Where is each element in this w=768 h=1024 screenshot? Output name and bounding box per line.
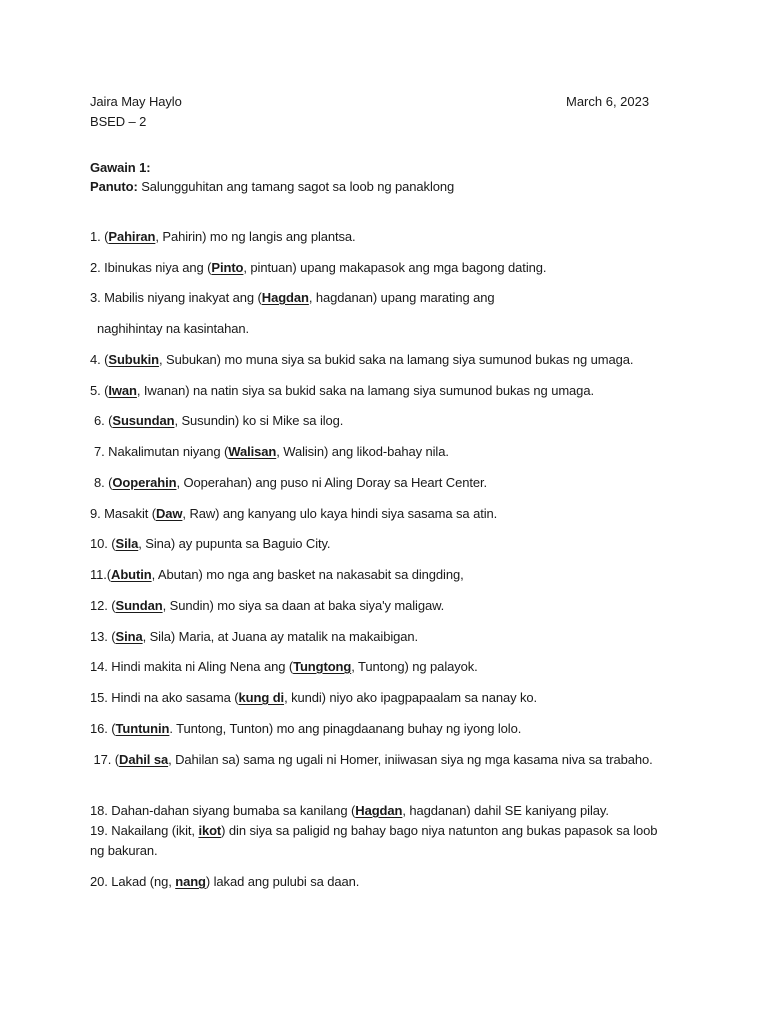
- answer: Iwan: [108, 383, 137, 398]
- list-item: [90, 750, 670, 770]
- list-item: [90, 721, 521, 737]
- activity-title: Gawain 1:: [90, 160, 151, 175]
- item-text: , Sina) ay pupunta sa Baguio City.: [138, 536, 331, 551]
- answer: Tuntunin: [115, 721, 170, 736]
- item-text: , Tuntong) ng palayok.: [351, 659, 478, 674]
- answer: Abutin: [111, 567, 152, 582]
- item-text: , Walisin) ang likod-bahay nila.: [276, 444, 449, 459]
- answer: Sundan: [115, 598, 163, 613]
- answer: Ooperahin: [112, 475, 177, 490]
- answer: Dahil sa: [119, 752, 169, 767]
- list-item: [90, 260, 546, 276]
- item-text: 12. (: [90, 598, 116, 613]
- answer: Hagdan: [355, 803, 403, 818]
- answer: Sina: [115, 629, 143, 644]
- answer: Hagdan: [261, 290, 309, 305]
- item-text: 18. Dahan-dahan siyang bumaba sa kanilang (: [90, 803, 356, 818]
- item-text: 14. Hindi makita ni Aling Nena ang (: [90, 659, 294, 674]
- item-text: , Ooperahan) ang puso ni Aling Doray sa Heart Center.: [176, 475, 487, 490]
- item-text: 6. (: [94, 413, 113, 428]
- answer: Sila: [115, 536, 139, 551]
- item-text: 1. (: [90, 229, 109, 244]
- item-text: , Susundin) ko si Mike sa ilog.: [174, 413, 344, 428]
- item-text: 16. (: [90, 721, 116, 736]
- item-text: 2. Ibinukas niya ang (: [90, 260, 212, 275]
- list-item: [90, 383, 594, 399]
- item-text: 7. Nakalimutan niyang (: [94, 444, 229, 459]
- list-item: [90, 598, 444, 614]
- item-text: 10. (: [90, 536, 116, 551]
- item-text: ) din siya sa paligid ng bahay bago niya natunton ang bukas papasok sa loob ng bakuran.: [90, 823, 658, 858]
- item-text: , Sila) Maria, at Juana ay matalik na makaibigan.: [142, 629, 419, 644]
- instruction-label: Panuto:: [90, 179, 138, 194]
- list-item: [90, 290, 495, 306]
- item-text: 9. Masakit (: [90, 506, 156, 521]
- item-text: , Iwanan) na natin siya sa bukid saka na lamang siya sumunod bukas ng umaga.: [136, 383, 594, 398]
- list-item: [90, 536, 330, 552]
- item-text: 20. Lakad (ng,: [90, 874, 176, 889]
- answer: Daw: [155, 506, 183, 521]
- answer: Pahiran: [108, 229, 156, 244]
- item-text: 13. (: [90, 629, 116, 644]
- instruction-text: Salungguhitan ang tamang sagot sa loob ng panaklong: [137, 179, 455, 194]
- item-text: . Tuntong, Tunton) mo ang pinagdaanang buhay ng iyong lolo.: [169, 721, 522, 736]
- student-section: BSED – 2: [90, 114, 147, 129]
- item-text: 4. (: [90, 352, 109, 367]
- item-text: , hagdanan) dahil SE kaniyang pilay.: [402, 803, 609, 818]
- document-date: March 6, 2023: [566, 94, 650, 109]
- instruction: [90, 179, 454, 195]
- item-text: 8. (: [94, 475, 113, 490]
- answer: Walisan: [228, 444, 277, 459]
- list-item: [90, 874, 359, 890]
- answer: Pinto: [211, 260, 244, 275]
- answer: nang: [175, 874, 206, 889]
- list-item: [90, 567, 464, 583]
- student-name: Jaira May Haylo: [90, 94, 182, 109]
- answer: kung di: [238, 690, 285, 705]
- list-item: [94, 413, 343, 429]
- list-item: [90, 229, 356, 245]
- list-item: [90, 821, 670, 861]
- list-item-continuation: naghihintay na kasintahan.: [97, 321, 250, 336]
- list-item: [94, 475, 487, 491]
- item-text: 5. (: [90, 383, 109, 398]
- item-text: , pintuan) upang makapasok ang mga bagong dating.: [243, 260, 547, 275]
- item-text: 17. (: [93, 752, 120, 767]
- item-text: , Pahirin) mo ng langis ang plantsa.: [155, 229, 356, 244]
- list-item: [90, 352, 633, 368]
- item-text: , Raw) ang kanyang ulo kaya hindi siya sasama sa atin.: [182, 506, 498, 521]
- item-text: ) lakad ang pulubi sa daan.: [205, 874, 360, 889]
- answer: Subukin: [108, 352, 159, 367]
- list-item: [90, 506, 497, 522]
- item-text: , Dahilan sa) sama ng ugali ni Homer, iniiwasan siya ng mga kasama niva sa trabaho.: [168, 752, 653, 767]
- item-text: , kundi) niyo ako ipagpapaalam sa nanay ko.: [284, 690, 538, 705]
- list-item: [90, 629, 418, 645]
- list-item: [90, 659, 478, 675]
- item-text: , Abutan) mo nga ang basket na nakasabit sa dingding,: [151, 567, 464, 582]
- item-text: , Sundin) mo siya sa daan at baka siya'y maligaw.: [162, 598, 445, 613]
- answer: Tungtong: [293, 659, 352, 674]
- answer: ikot: [198, 823, 222, 838]
- list-item: [90, 803, 609, 819]
- item-text: , hagdanan) upang marating ang: [308, 290, 495, 305]
- item-text: 15. Hindi na ako sasama (: [90, 690, 239, 705]
- list-item: [90, 690, 537, 706]
- item-text: , Subukan) mo muna siya sa bukid saka na lamang siya sumunod bukas ng umaga.: [158, 352, 634, 367]
- item-text: 11.(: [90, 567, 112, 582]
- item-text: 3. Mabilis niyang inakyat ang (: [90, 290, 262, 305]
- item-text: 19. Nakailang (ikit,: [90, 823, 199, 838]
- answer: Susundan: [112, 413, 175, 428]
- list-item: [94, 444, 449, 460]
